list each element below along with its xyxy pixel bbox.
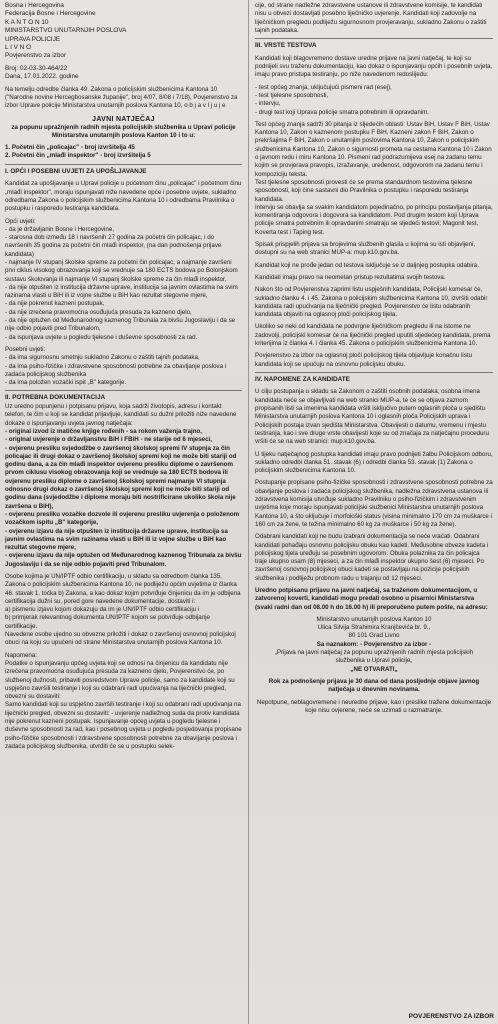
document-item: - ovjerenu izjavu da nije otpušten iz institucija državne uprave, institucija sa javnim ovlastima na svim razinama vlasti u BiH ili iz vojne službe u BiH kao rezultat stegovne mjere,: [5, 527, 228, 552]
position-item: 2. Početni čin „mlađi inspektor" - broj izvršitelja 5: [5, 152, 151, 160]
list-item: - da ima sigurnosnu smetnju sukladno Zakonu o zaštiti tajnih podataka,: [5, 354, 200, 362]
test-item: - drugi test koji Uprava policije smatra potrebnim ili opravdanim.: [255, 108, 430, 116]
section-paragraph: Postupanje propisane psiho-fizičke sposobnosti i zdravstvene sposobnosti potrebne za obavljanje poslova i zadaća policijskog službenika, nadležna zdravstvena ustanova ili zdravstvena komisija utvrđuje sukladno Pravilniku o psiho-fizičkim i zdravstvenim uvjetima koje moraju ispunjavati policijski službenici Ministarstva unutarnjih poslova Kantona 10, a što uključuje i morfološki status (visina minimalno 170 cm za muškarce i 160 cm za žene, te težina minimalno 60 kg za muškarce i 50 kg za žene).: [255, 479, 493, 528]
section-paragraph: Kandidati imaju pravo na neometan pristup rezultatima svojih testova.: [255, 273, 446, 281]
list-item: - starosna dob između 18 i navršenih 27 godina za početni čin policajac, i do navršenih 35 godina za početni čin mlađi inspektor, (na dan podnošenja prijave kandidata): [5, 234, 222, 258]
note-title: Napomena:: [5, 651, 37, 659]
list-item: - da ispunjava uvjete u pogledu tjelesne i duševne sposobnosti za rad.: [5, 333, 198, 341]
right-column: [252, 0, 498, 1024]
divider-line: [255, 38, 493, 39]
column-divider: [248, 0, 249, 1024]
list-item: - da nije pokrenut kazneni postupak,: [5, 300, 105, 308]
signature-block: POVJERENSTVO ZA IZBOR: [408, 1013, 494, 1020]
list-item: - da ima položen vozački ispit „B" kategorije.: [5, 379, 127, 387]
address-line: „Prijava na javni natječaj za popunu upražnjenih radnih mjesta policijskih: [274, 649, 474, 657]
list-item: - da nije otpušten iz institucija državne uprave, institucija sa javnim ovlastima na svim razinama vlasti u BiH ili iz vojne službe u BiH kao rezultat stegovne mjere,: [5, 283, 238, 300]
section-title: I. OPĆI I POSEBNI UVJETI ZA UPOŠLJAVANJE: [5, 167, 147, 175]
section-paragraph: Nepotpune, neblagovremene i neuredne prijave, kao i preslike tražene dokumentacije koje nisu ovjerene, neće se uzimati u razmatranje.: [256, 698, 492, 714]
section-paragraph: cije, od strane nadležne zdravstvene ustanove ili zdravstvene komisije, te kandidati nisu u obvezi dostavljati posebno liječničko uvjerenje. Kandidati koji zadovolje na liječničkom pregledu podliježu sigurnosnom provjeravanju, sukladno Zakonu o zaštiti tajnih podataka.: [255, 2, 487, 34]
note-paragraph: Samo kandidati koji su uspješno završili testiranje i koji su odabrani radi upućivanja na liječnički pregled, obvezni su dostaviti: - uvjerenje nadležnog suda da protiv kandidata nije pokrenut kazneni postupak. Ispunjavanje općeg uvjeta u pogledu tjelesne i duševne sposobnosti za rad, kao i posebnog uvjeta u pogledu posjedovanja propisane psiho-fizičke sposobnosti i zdravstvene sposobnosti potrebne za obavljanje poslova i zadaća policijskog službenika, utvrditi će se u postupku selek-: [5, 701, 242, 750]
list-item: - najmanje IV stupanj školske spreme za početni čin policajac, a najmanje završeni prvi ciklus visokog obrazovanja koji se vrednuje sa 180 ECTS bodova po Bolonjskom sustavu školovanja ili najmanje VI stupanj školske spreme za čin mlađi inspektor,: [5, 259, 238, 283]
document-item: - ovjerenu izjavu da nije optužen od Međunarodnog kaznenog Tribunala za bivšu Jugoslaviju i da se nije odbio pojaviti pred Tribunalom.: [5, 552, 242, 568]
header-line: K A N T O N 10: [5, 18, 49, 26]
address-line: Sa naznakom: - Povjerenstvo za izbor -: [316, 640, 432, 648]
section-title: IV. NAPOMENE ZA KANDIDATE: [255, 375, 350, 383]
test-item: - intervju,: [255, 100, 281, 108]
section-paragraph: Nakon što od Povjerenstva zaprimi listu uspješnih kandidata, Policijski komesar će, sukladno članku 4. i 45. Zakona o policijskim službenicima Kantona 10, izvršiti odabir kandidata radi upućivanja na liječnički pregled. Povjerenstvo će listu odabranih kandidata objaviti na oglasnoj ploči policijskog tijela.: [255, 286, 488, 319]
list-item: a) pismenu izjavu kojom dokazuju da im je UN/IPTF odbio certifikaciju i: [5, 606, 200, 614]
header-line: MINISTARSTVO UNUTARNJIH POSLOVA: [5, 27, 127, 35]
section-paragraph: Osobe kojima je UN/IPTF odbio certifikaciju, u skladu sa odredbom članka 135. Zakona o policijskim službenicima Kantona 10, ne podliježu općim uvjetima iz članka 46. stavak 1. točka b) Zakona, a kao dokaz kojim potvrđuje činjenicu da im je odbijena certifikacija dužni su, pored gore navedene dokumentacije, dostaviti i:: [5, 572, 241, 605]
section-paragraph: Kandidati koji blagovremeno dostave uredne prijave na javni natječaj, te koji su podnijeli svu traženu dokumentaciju, kao dokaz o ispunjavanju općih i posebnih uvjeta, imaju pravo pristupa testiranju, po niže navedenom redoslijedu:: [255, 54, 493, 79]
issue-date: Dana, 17.01.2022. godine: [5, 73, 79, 81]
divider-line: [5, 164, 242, 165]
document-item: - ovjerenu presliku svjedodžbe o završenoj školskoj spremi IV stupnja za čin policajac ili drugi dokaz o završenoj školskoj spremi koji ne može biti stariji od godinu dana, a za čin mlađi inspektor ovjerenu presliku diplome o završenom prvom ciklusu visokog obrazovanja koji se vrednuje sa 180 ECTS bodova ili ovjerenu presliku diplome o završenoj školskoj spremi najmanje VI stupnja odnosno drugi dokaz o završenoj školskoj spremi koji ne može biti stariji od godinu dana (svjedodžbe i diplome moraju biti nostrificirane ukoliko škola nije završena u BiH),: [5, 444, 237, 510]
submission-paragraph: Uredno potpisanu prijavu na javni natječaj, sa traženom dokumentacijom, u zatvorenoj koverti, kandidati mogu predati osobno u pisarnici Ministarstva (svaki radni dan od 08.00 h do 16.00 h) ili preporučeno putem pošte, na adresu:: [255, 587, 488, 611]
section-paragraph: U cilju postupanja u skladu sa Zakonom o zaštiti osobnih podataka, osobna imena kandidata neće se objavljivati na web stranici MUP-a, te će se objava zaznom propisanih listi sa imenima kandidata vršiti isključivo putem oglasnih ploča u sjedištu Ministarstva unutarnjih poslova Kantona 10 i oglasnih ploča Policijskih uprava i Policijskih postaja izvan sjedišta Ministarstva. Obavijesti o datumu, vremenu i mjestu testiranja, kao i sve druge vrste obavijesti koje su od značaja za natječajnu proceduru vršiti će se na web stranici: mup.k10.gov.ba.: [255, 388, 489, 446]
divider-line: [5, 390, 242, 391]
section-paragraph: Povjerenstvo za izbor na oglasnoj ploči policijskog tijela objavljuje konačnu listu kandidata koji se upućuju na osnovnu policijsku obuku.: [255, 352, 473, 368]
header-line: Bosna i Hercegovina: [5, 2, 64, 9]
section-paragraph: Spisak prispjelih prijava sa brojevima službenih glasila u kojima su isti objavljeni, dostupni su na web stranici MUP-a: mup.k10.gov.ba.: [255, 241, 476, 257]
document-item: - ovjerenu presliku vozačke dozvole ili ovjerenu presliku uvjerenja o položenom vozačkom ispitu „B" kategorije,: [5, 510, 240, 527]
subsection-title: Opći uvjeti:: [5, 217, 36, 225]
section-paragraph: Kandidat koji ne prođe jedan od testova isključuje se iz daljnjeg postupka odabira.: [255, 261, 479, 269]
left-column: [0, 0, 246, 1024]
deadline-paragraph: Rok za podnošenje prijava je 30 dana od dana posljednje objave javnog natječaja u dnevnim novinama.: [268, 677, 480, 694]
section-paragraph: Kandidat za upošljavanje u Upravi policije u početnom činu „policajac" i početnom činu „mlađi inspektor", moraju ispunjavati niže navedene opće i posebne uvjete, sukladno odredbama Zakona o policijskim službenicima Kantona 10 i odredbama Pravilnika o postupku i rasporedu testiranja kandidata.: [5, 180, 242, 213]
header-line: L I V N O: [5, 44, 32, 52]
header-line: Povjerenstvo za izbor: [5, 52, 67, 60]
section-title: III. VRSTE TESTOVA: [255, 42, 317, 50]
section-title: II. POTREBNA DOKUMENTACIJA: [5, 394, 106, 402]
list-item: - da nije optužen od Međunarodnog kaznenog Tribunala za bivšu Jugoslaviju i da se nije odbio pojaviti pred Tribunalom,: [5, 317, 236, 333]
notice-title: JAVNI NATJEČAJ: [92, 115, 155, 123]
test-item: - test tjelesne sposobnosti,: [255, 91, 329, 99]
section-paragraph: Ukoliko se neki od kandidata ne podvrgne liječničkom pregledu ili na istome ne zadovolji, policijski komesar će na liječnički pregled uputiti sljedećeg kandidata, prema kriterijima iz članka 4. i članka 45. Zakona o policijskim službenicima Kantona 10.: [255, 323, 491, 347]
header-line: UPRAVA POLICIJE: [5, 35, 61, 43]
header-line: Federacija Bosne i Hercegovine: [5, 10, 96, 18]
section-paragraph: Test tjelesne sposobnosti provesti će se prema standardnom testovima tjelesne sposobnosti, koji čine sastavni dio Pravilnika o postupku i rasporedu testiranja kandidata.: [255, 178, 473, 203]
ref-number: Broj: 02-03-30-464/22: [5, 64, 68, 72]
section-paragraph: Odabrani kandidati koji ne budu izabrani dokumentacija se neće vraćati. Odabrani kandidati pohađaju osnovnu policijsku obuku kao kadeti. Međusobne obveze kadeta i policijskog tijela uređuju se posebnim ugovorom. Obuka polaznika za čin policajca traje ukupno osam (8) mjeseci, a za čin mlađi inspektor ukupno šest (6) mjeseci. Po završenoj osnovnoj policijskoj obuci kadeti se postavljaju na pozicije policijskih službenika i podliježu probnom radu u trajanju od 12 mjeseci.: [255, 533, 489, 582]
list-item: - da nije izrečena pravomoćna osuđujuća presuda za kazneno djelo,: [5, 308, 192, 316]
note-paragraph: Podatke o ispunjavanju općeg uvjeta koji se odnosi na činjenicu da kandidatu nije izrečena pravomoćna osuđujuća presuda za kazneno djelo, Povjerenstvo će, po službenoj dužnosti, pribaviti posredstvom Uprave policije, samo za kandidate koji su uspješno završili testiranje i koji su odabrani radi upućivanja na liječnički pregled, obvezni su dostaviti:: [5, 659, 235, 701]
list-item: b) primjerak relevantnog dokumenta UN/IPTF kojom se potvrđuje odbijanje certifikacije.: [5, 614, 210, 630]
position-item: 1. Početni čin „policajac" - broj izvršitelja 45: [5, 144, 135, 152]
section-paragraph: Uz uredno popunjenu i potpisanu prijavu, koja sadrži životopis, adresu i kontakt telefon, te čim u koji se kandidat prijavljuje, kandidati su dužni priložiti niže navedene dokaze o ispunjavanju uvjeta javnog natječaja:: [5, 403, 237, 427]
list-item: - da ima psiho-fizičke i zdravstvene sposobnosti potrebne za obavljanje poslova i zadaća policijskog službenika: [5, 362, 227, 378]
document-item: - original uvjerenje o državljanstvu BiH i FBiH - ne starije od 6 mjeseci,: [5, 436, 212, 444]
test-item: - test općeg znanja, uključujući pismeni rad (esej),: [255, 83, 392, 91]
notice-subtitle: za popunu upražnjenih radnih mjesta policijskih službenika u Upravi policije Ministarstva unutarnjih poslova Kanton 10 i to u:: [11, 123, 236, 139]
subsection-title: Posebni uvjeti:: [5, 345, 46, 353]
issuer-header: [5, 2, 242, 61]
address-line: Ulica Silvija Strahimira Kranjčevića br. 9.,: [317, 624, 431, 632]
preamble: Na temelju odredbe članka 49. Zakona o policijskim službenicima Kantona 10 ("Narodne novine Hercegbosanske županije", broj 4/07, 8/08 i 7/18), Povjerenstvo za izbor Uprave policije Ministarstva unutarnjih poslova Kantona 10, o b j a v l j u j e: [5, 85, 238, 110]
section-paragraph: Test općeg znanja sadrži 30 pitanja iz sljedećih oblasti: Ustav BiH, Ustav F BiH, Ustav Kantona 10, Zakon o kaznenom postupku F BiH, Kazneni zakon F BiH, Zakon o prekršajima F BiH, Zakon o unutarnjim poslovima Kantona 10, Zakon o policijskim službenicima Kantona 10, Zakon o sigurnosti prometa na cestama Kantona 10 i Zakon o javnom redu i miru Kantona 10. Pismeni rad podrazumijeva esej na zadanu temu kojim se provjerava pravopis, izražavanje, uređenost, odgovorom na zadanu temu i kompoziciju teksta.: [255, 120, 492, 178]
document-item: - original izvod iz matične knjige rođenih - sa rokom važenja trajno,: [5, 427, 203, 435]
address-line: Ministarstvo unutarnjih poslova Kanton 10: [316, 615, 432, 623]
section-paragraph: Intervju se obavlja sa svakim kandidatom pojedinačno, po principu postavljanja pitanja, komentiranja odgovora i dogovora sa kandidatom. Pod drugim testom koji Uprava policije smatra potrebnim ili opravdanim smatraju se sljedeći testovi: Magonit test, Koverta test i Taping test.: [255, 203, 493, 236]
mailing-address: [255, 616, 493, 674]
section-paragraph: U tijeku natječajnog postupka kandidati imaju pravo podnijeti žalbu Policijskom odboru, sukladno odredbi članka 51. stavak (6) i odredbi članka 53. stavak (1) Zakona o policijskim službenicima Kantona 10.: [255, 450, 493, 475]
divider-line: [255, 372, 493, 373]
section-paragraph: Navedene osobe ujedno su obvezne priložiti i dokaz o završenoj osnovnoj policijskoj obuci na koju su upućeni od strane Ministarstva unutarnjih poslova Kantona 10.: [5, 631, 236, 647]
address-line: službenika u Upravi policije„: [335, 657, 413, 665]
list-item: - da je državljanin Bosne i Hercegovine,: [5, 225, 115, 233]
address-line: „NE OTVARATI„: [350, 665, 398, 673]
address-line: 80 101 Grad Livno: [348, 632, 400, 640]
